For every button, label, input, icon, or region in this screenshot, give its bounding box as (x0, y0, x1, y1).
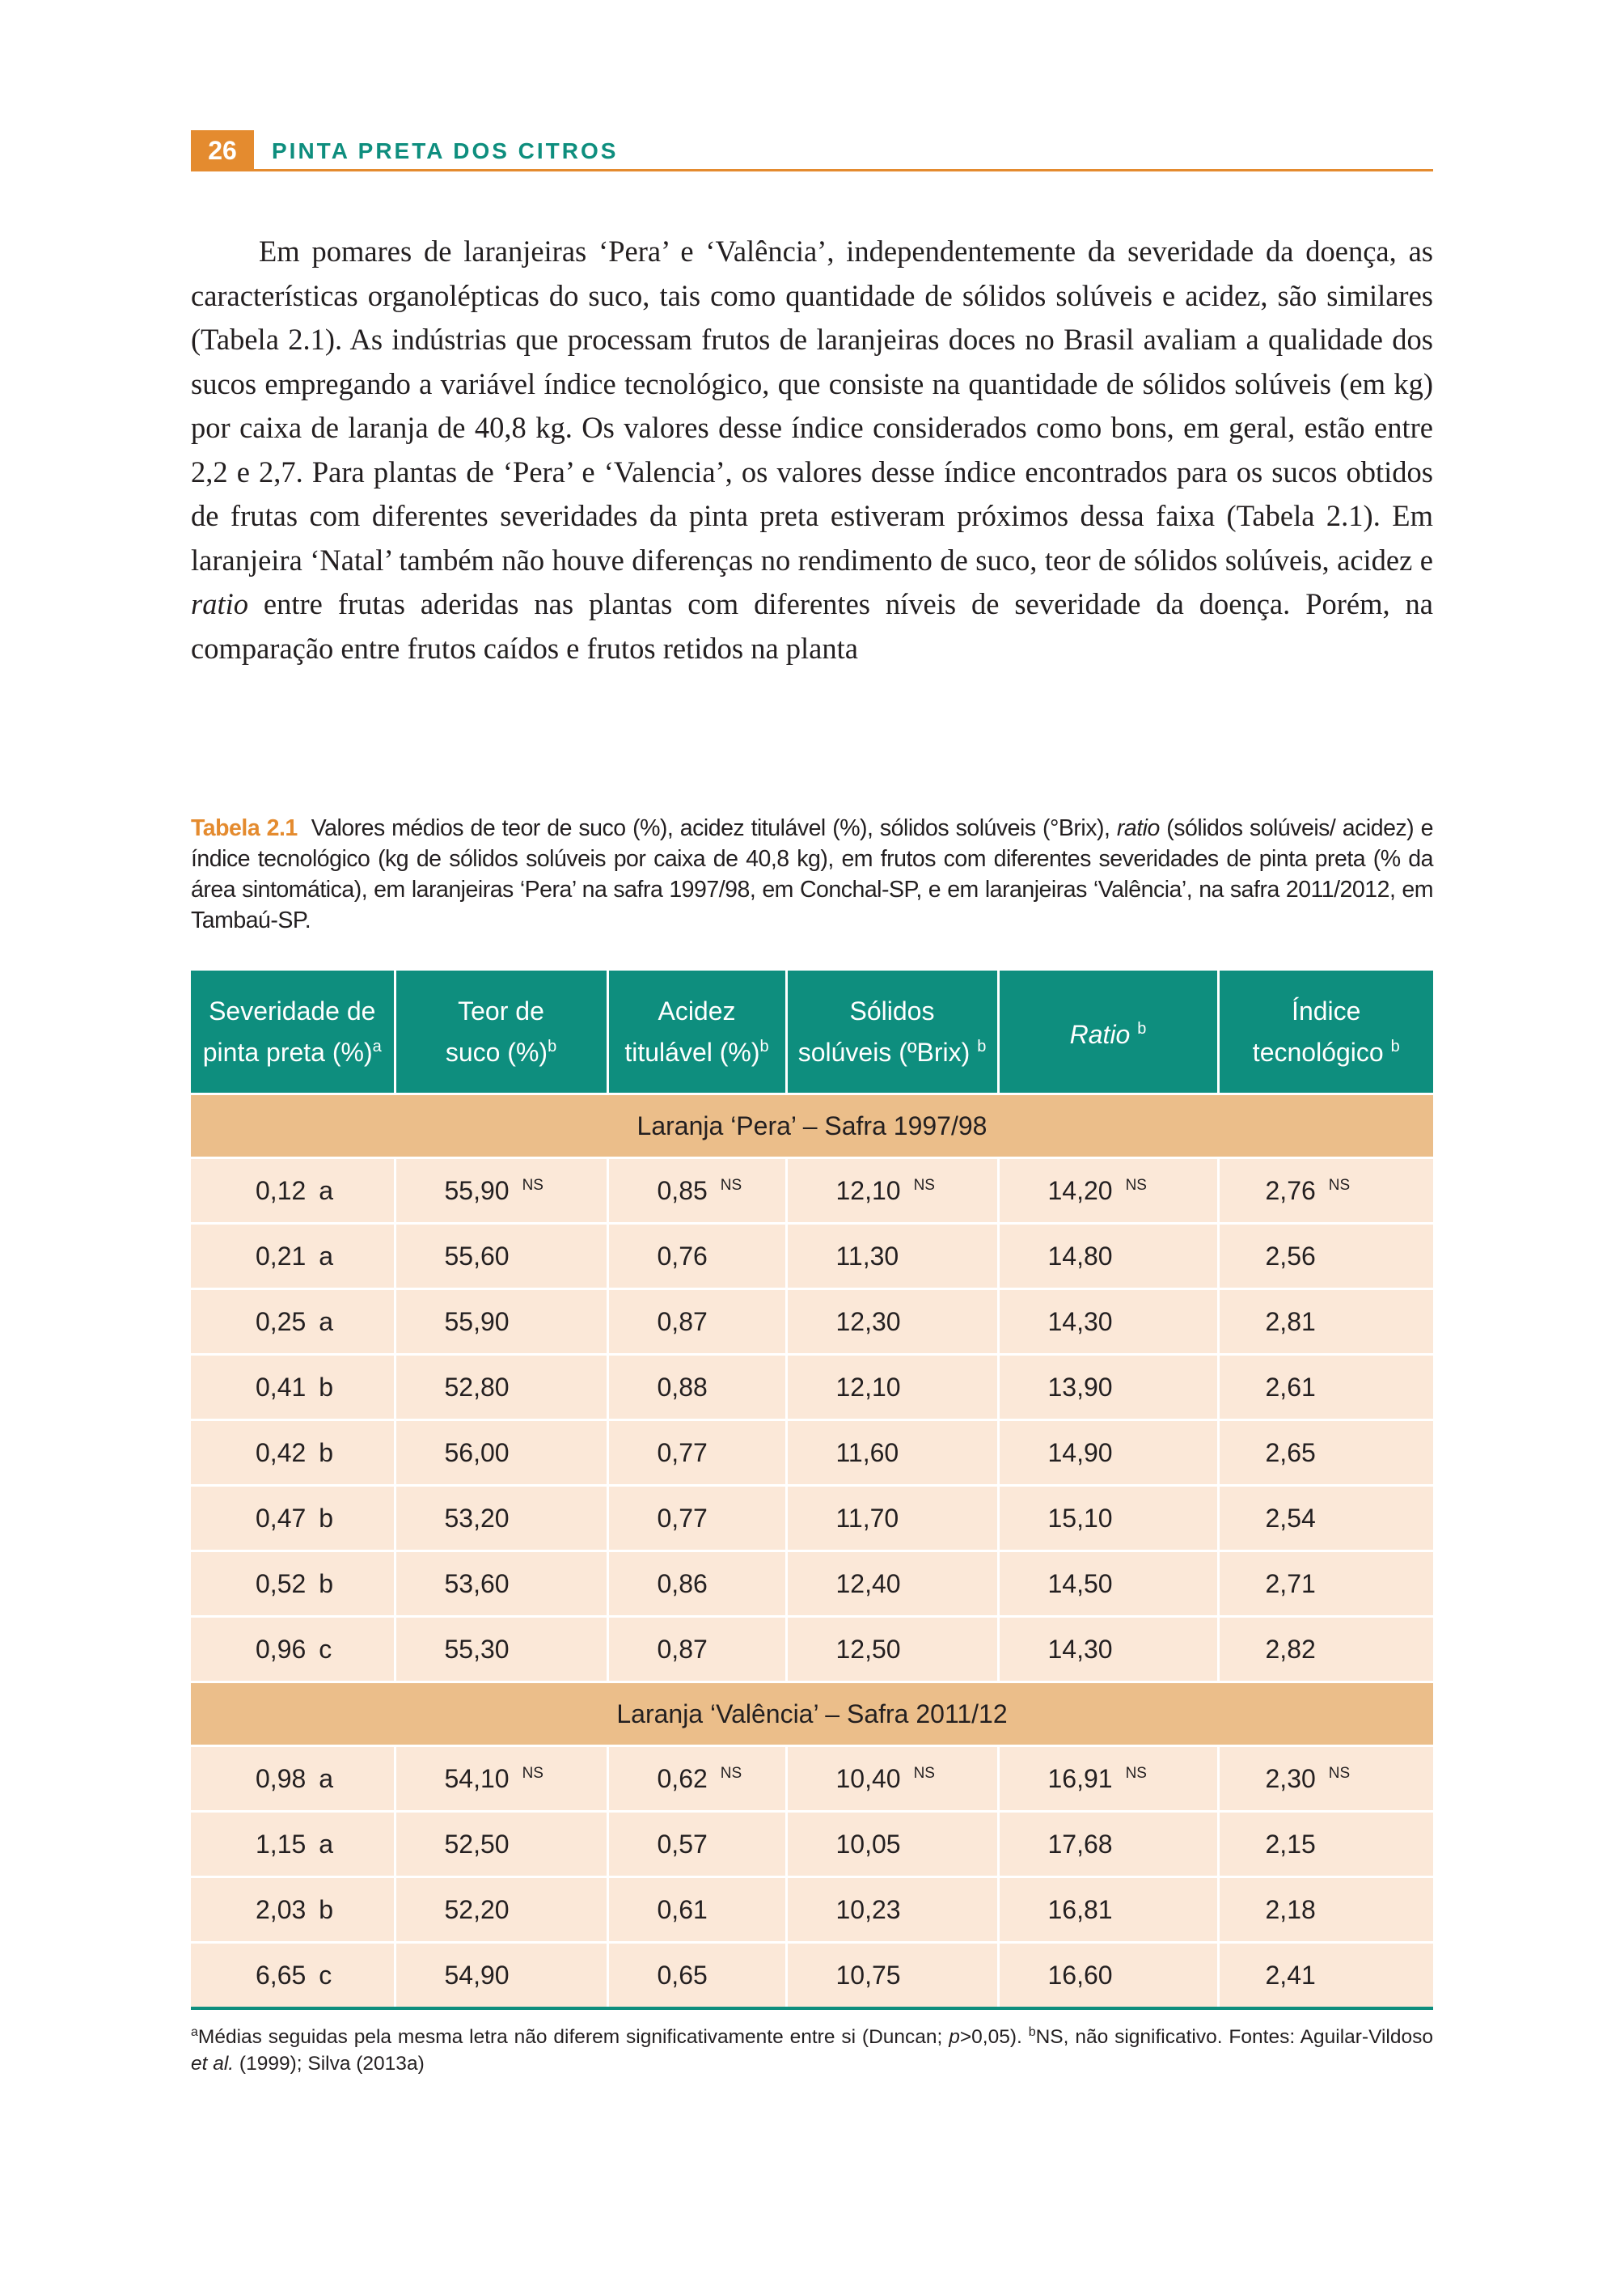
cell-ratio (998, 1355, 1218, 1420)
cell-suco (395, 1355, 607, 1420)
significance-letter: b (319, 1372, 334, 1402)
cell-acidez (607, 1289, 786, 1355)
cell-suco (395, 1289, 607, 1355)
severidade-value: 0,42 (256, 1437, 307, 1467)
cell-acidez (607, 1355, 786, 1420)
cell-ratio (998, 1812, 1218, 1877)
cell-acidez (607, 1420, 786, 1486)
cell-suco-value: 55,90 (444, 1306, 510, 1336)
severidade-value: 2,03 (256, 1894, 307, 1924)
severidade-value: 0,12 (256, 1175, 307, 1205)
cell-solidos (786, 1289, 998, 1355)
cell-indice-value: 2,54 (1265, 1503, 1316, 1533)
cell-severidade (191, 1224, 395, 1289)
cell-solidos (786, 1486, 998, 1551)
cell-solidos-value: 10,23 (835, 1894, 901, 1924)
ns-marker: NS (1328, 1764, 1351, 1782)
table-row (191, 1943, 1433, 2009)
cell-solidos (786, 1158, 998, 1224)
cell-severidade (191, 1943, 395, 2009)
cell-ratio (998, 1224, 1218, 1289)
cell-ratio-value: 16,91 (1047, 1763, 1113, 1793)
cell-severidade (191, 1746, 395, 1812)
data-table (191, 971, 1433, 2010)
cell-ratio-value: 14,50 (1047, 1568, 1113, 1598)
footnote-part4: (1999); Silva (2013a) (234, 2053, 425, 2075)
significance-letter: b (319, 1894, 334, 1924)
header-ratio: Ratio $^b$ (998, 971, 1218, 1094)
cell-acidez (607, 1158, 786, 1224)
cell-indice-value: 2,41 (1265, 1960, 1316, 1990)
cell-suco-value: 53,20 (444, 1503, 510, 1533)
cell-severidade (191, 1617, 395, 1682)
cell-solidos-value: 11,30 (835, 1241, 899, 1271)
table-caption (191, 813, 1433, 936)
group-header-row (191, 1682, 1433, 1746)
cell-solidos (786, 1812, 998, 1877)
running-header (191, 130, 1433, 171)
cell-severidade (191, 1877, 395, 1943)
cell-indice-value: 2,61 (1265, 1372, 1316, 1402)
cell-acidez (607, 1812, 786, 1877)
cell-acidez-value: 0,57 (657, 1829, 708, 1859)
cell-solidos (786, 1943, 998, 2009)
ns-marker: NS (1328, 1176, 1351, 1194)
cell-ratio-value: 14,30 (1047, 1306, 1113, 1336)
cell-severidade (191, 1551, 395, 1617)
cell-indice (1218, 1158, 1433, 1224)
cell-acidez-value: 0,61 (657, 1894, 708, 1924)
table-row (191, 1486, 1433, 1551)
table-row (191, 1746, 1433, 1812)
cell-indice-value: 2,15 (1265, 1829, 1316, 1859)
severidade-value: 0,47 (256, 1503, 307, 1533)
footnote-part1: Médias seguidas pela mesma letra não diferem significativamente entre si (Duncan; (197, 2026, 949, 2049)
severidade-value: 0,25 (256, 1306, 307, 1336)
table-row (191, 1355, 1433, 1420)
cell-ratio (998, 1617, 1218, 1682)
table-header-row (191, 971, 1433, 1094)
cell-solidos (786, 1224, 998, 1289)
ns-marker: NS (720, 1764, 742, 1782)
cell-indice (1218, 1224, 1433, 1289)
cell-solidos-value: 10,75 (835, 1960, 901, 1990)
cell-ratio-value: 14,80 (1047, 1241, 1113, 1271)
cell-indice-value: 2,56 (1265, 1241, 1316, 1271)
cell-suco-value: 52,20 (444, 1894, 510, 1924)
caption-label: Tabela 2.1 (191, 815, 298, 841)
cell-acidez-value: 0,88 (657, 1372, 708, 1402)
cell-indice (1218, 1551, 1433, 1617)
cell-suco (395, 1486, 607, 1551)
significance-letter: a (319, 1175, 334, 1205)
cell-suco (395, 1224, 607, 1289)
footnote-part2: >0,05). (959, 2026, 1029, 2049)
cell-solidos-value: 11,60 (835, 1437, 899, 1467)
cell-suco-value: 55,90 (444, 1175, 510, 1205)
severidade-value: 0,52 (256, 1568, 307, 1598)
significance-letter: b (319, 1503, 334, 1533)
cell-suco-value: 55,60 (444, 1241, 510, 1271)
running-title: PINTA PRETA DOS CITROS (272, 138, 619, 163)
cell-ratio-value: 16,81 (1047, 1894, 1113, 1924)
cell-solidos (786, 1420, 998, 1486)
cell-suco (395, 1746, 607, 1812)
cell-severidade (191, 1289, 395, 1355)
cell-indice (1218, 1812, 1433, 1877)
cell-acidez-value: 0,87 (657, 1306, 708, 1336)
cell-acidez-value: 0,85 (657, 1175, 708, 1205)
cell-ratio-value: 17,68 (1047, 1829, 1113, 1859)
cell-suco-value: 56,00 (444, 1437, 510, 1467)
cell-solidos (786, 1355, 998, 1420)
table-row (191, 1877, 1433, 1943)
caption-text-italic: ratio (1116, 815, 1160, 841)
footnote-sup-b: b (1028, 2025, 1036, 2039)
cell-solidos-value: 12,50 (835, 1634, 901, 1664)
body-text-part2: entre frutas aderidas nas plantas com diferentes níveis de severidade da doença. Porém, na comparação entre frutos caídos e frutos retidos na planta (191, 587, 1433, 665)
cell-suco (395, 1420, 607, 1486)
cell-acidez (607, 1943, 786, 2009)
cell-solidos-value: 10,05 (835, 1829, 901, 1859)
caption-text-part2: (sólidos solúveis/ acidez) e índice tecnológico (kg de sólidos solúveis por caixa de 40,8 kg), em frutos com diferentes severidades de pinta preta (% da área sintomática), em laranjeiras ‘Pera’ na safra 1997/98, em Conchal-SP, e em laranjeiras ‘Valência’, na safra 2011/2012, em Tambaú-SP. (191, 815, 1433, 933)
cell-indice-value: 2,18 (1265, 1894, 1316, 1924)
significance-letter: a (319, 1241, 334, 1271)
group-title: Laranja ‘Valência’ – Safra 2011/12 (191, 1682, 1433, 1746)
cell-solidos-value: 10,40 (835, 1763, 901, 1793)
cell-ratio (998, 1943, 1218, 2009)
cell-acidez-value: 0,77 (657, 1503, 708, 1533)
group-title: Laranja ‘Pera’ – Safra 1997/98 (191, 1094, 1433, 1158)
table-body (191, 1094, 1433, 2009)
cell-indice (1218, 1355, 1433, 1420)
cell-indice (1218, 1746, 1433, 1812)
table-row (191, 1420, 1433, 1486)
cell-suco-value: 52,50 (444, 1829, 510, 1859)
severidade-value: 0,21 (256, 1241, 307, 1271)
severidade-value: 0,98 (256, 1763, 307, 1793)
cell-indice-value: 2,82 (1265, 1634, 1316, 1664)
cell-acidez (607, 1551, 786, 1617)
table-row (191, 1289, 1433, 1355)
cell-severidade (191, 1812, 395, 1877)
ns-marker: NS (522, 1176, 543, 1194)
significance-letter: b (319, 1568, 334, 1598)
cell-suco (395, 1551, 607, 1617)
body-paragraph (191, 230, 1433, 671)
significance-letter: b (319, 1437, 334, 1467)
cell-indice-value: 2,81 (1265, 1306, 1316, 1336)
cell-indice (1218, 1486, 1433, 1551)
cell-suco (395, 1158, 607, 1224)
cell-ratio (998, 1289, 1218, 1355)
significance-letter: c (319, 1634, 332, 1664)
cell-suco (395, 1812, 607, 1877)
significance-letter: c (319, 1960, 332, 1990)
ns-marker: NS (720, 1176, 742, 1194)
significance-letter: a (319, 1829, 334, 1859)
cell-suco (395, 1617, 607, 1682)
ns-marker: NS (1125, 1176, 1147, 1194)
cell-acidez-value: 0,77 (657, 1437, 708, 1467)
cell-ratio (998, 1486, 1218, 1551)
cell-acidez (607, 1224, 786, 1289)
header-indice: Índice tecnológico $^b$ (1218, 971, 1433, 1094)
ns-marker: NS (913, 1764, 935, 1782)
cell-ratio-value: 13,90 (1047, 1372, 1113, 1402)
cell-acidez (607, 1746, 786, 1812)
table-row (191, 1617, 1433, 1682)
header-acidez: Acidez titulável (%)$^b$ (607, 971, 786, 1094)
header-suco: Teor de suco (%)$^b$ (395, 971, 607, 1094)
ns-marker: NS (522, 1764, 543, 1782)
body-text-part1: Em pomares de laranjeiras ‘Pera’ e ‘Valência’, independentemente da severidade da doença, as características organolépticas do suco, tais como quantidade de sólidos solúveis e acidez, são similares (Tabela 2.1). As indústrias que processam frutos de laranjeiras doces no Brasil avaliam a qualidade dos sucos empregando a variável índice tecnológico, que consiste na quantidade de sólidos solúveis (em kg) por caixa de laranja de 40,8 kg. Os valores desse índice considerados como bons, em geral, estão entre 2,2 e 2,7. Para plantas de ‘Pera’ e ‘Valencia’, os valores desse índice encontrados para os sucos obtidos de frutas com diferentes severidades da pinta preta estiveram próximos dessa faixa (Tabela 2.1). Em laranjeira ‘Natal’ também não houve diferenças no rendimento de suco, teor de sólidos solúveis, acidez e (191, 235, 1433, 577)
cell-acidez (607, 1486, 786, 1551)
cell-indice (1218, 1943, 1433, 2009)
cell-suco-value: 55,30 (444, 1634, 510, 1664)
group-header-row (191, 1094, 1433, 1158)
caption-text-part1: Valores médios de teor de suco (%), acidez titulável (%), sólidos solúveis (°Brix), (311, 815, 1117, 841)
page-number: 26 (191, 130, 254, 171)
cell-ratio-value: 15,10 (1047, 1503, 1113, 1533)
cell-suco-value: 54,10 (444, 1763, 510, 1793)
cell-acidez (607, 1877, 786, 1943)
cell-indice-value: 2,65 (1265, 1437, 1316, 1467)
cell-acidez-value: 0,87 (657, 1634, 708, 1664)
cell-ratio (998, 1551, 1218, 1617)
cell-ratio-value: 14,90 (1047, 1437, 1113, 1467)
cell-indice (1218, 1289, 1433, 1355)
cell-indice-value: 2,76 (1265, 1175, 1316, 1205)
table-row (191, 1551, 1433, 1617)
cell-solidos-value: 12,10 (835, 1175, 901, 1205)
header-solidos: Sólidos solúveis (ºBrix) $^b$ (786, 971, 998, 1094)
cell-severidade (191, 1158, 395, 1224)
cell-severidade (191, 1486, 395, 1551)
cell-ratio-value: 14,20 (1047, 1175, 1113, 1205)
footnote-p: p (949, 2026, 960, 2049)
cell-indice (1218, 1617, 1433, 1682)
significance-letter: a (319, 1306, 334, 1336)
footnote-sup-a: a (191, 2025, 198, 2039)
footnote-part3: NS, não significativo. Fontes: Aguilar-Vildoso (1035, 2026, 1433, 2049)
cell-solidos (786, 1746, 998, 1812)
cell-acidez-value: 0,76 (657, 1241, 708, 1271)
cell-acidez (607, 1617, 786, 1682)
cell-suco-value: 52,80 (444, 1372, 510, 1402)
ns-marker: NS (913, 1176, 935, 1194)
cell-indice-value: 2,30 (1265, 1763, 1316, 1793)
cell-severidade (191, 1420, 395, 1486)
cell-acidez-value: 0,62 (657, 1763, 708, 1793)
cell-solidos (786, 1551, 998, 1617)
cell-ratio (998, 1746, 1218, 1812)
cell-solidos (786, 1617, 998, 1682)
cell-severidade (191, 1355, 395, 1420)
cell-ratio (998, 1877, 1218, 1943)
cell-solidos-value: 12,10 (835, 1372, 901, 1402)
table-row (191, 1158, 1433, 1224)
cell-suco (395, 1877, 607, 1943)
table-row (191, 1812, 1433, 1877)
cell-solidos-value: 11,70 (835, 1503, 899, 1533)
table-footnote (191, 2019, 1433, 2077)
cell-indice-value: 2,71 (1265, 1568, 1316, 1598)
cell-suco (395, 1943, 607, 2009)
cell-acidez-value: 0,65 (657, 1960, 708, 1990)
cell-suco-value: 54,90 (444, 1960, 510, 1990)
severidade-value: 1,15 (256, 1829, 307, 1859)
header-severidade: Severidade de pinta preta (%)$^a$ (191, 971, 395, 1094)
cell-ratio (998, 1158, 1218, 1224)
cell-ratio-value: 16,60 (1047, 1960, 1113, 1990)
footnote-etal: et al. (191, 2053, 235, 2075)
cell-solidos-value: 12,30 (835, 1306, 901, 1336)
cell-ratio-value: 14,30 (1047, 1634, 1113, 1664)
body-text-italic: ratio (191, 587, 248, 620)
cell-indice (1218, 1420, 1433, 1486)
cell-acidez-value: 0,86 (657, 1568, 708, 1598)
severidade-value: 0,96 (256, 1634, 307, 1664)
significance-letter: a (319, 1763, 334, 1793)
severidade-value: 6,65 (256, 1960, 307, 1990)
cell-solidos-value: 12,40 (835, 1568, 901, 1598)
cell-suco-value: 53,60 (444, 1568, 510, 1598)
cell-indice (1218, 1877, 1433, 1943)
ns-marker: NS (1125, 1764, 1147, 1782)
severidade-value: 0,41 (256, 1372, 307, 1402)
table-row (191, 1224, 1433, 1289)
cell-ratio (998, 1420, 1218, 1486)
cell-solidos (786, 1877, 998, 1943)
